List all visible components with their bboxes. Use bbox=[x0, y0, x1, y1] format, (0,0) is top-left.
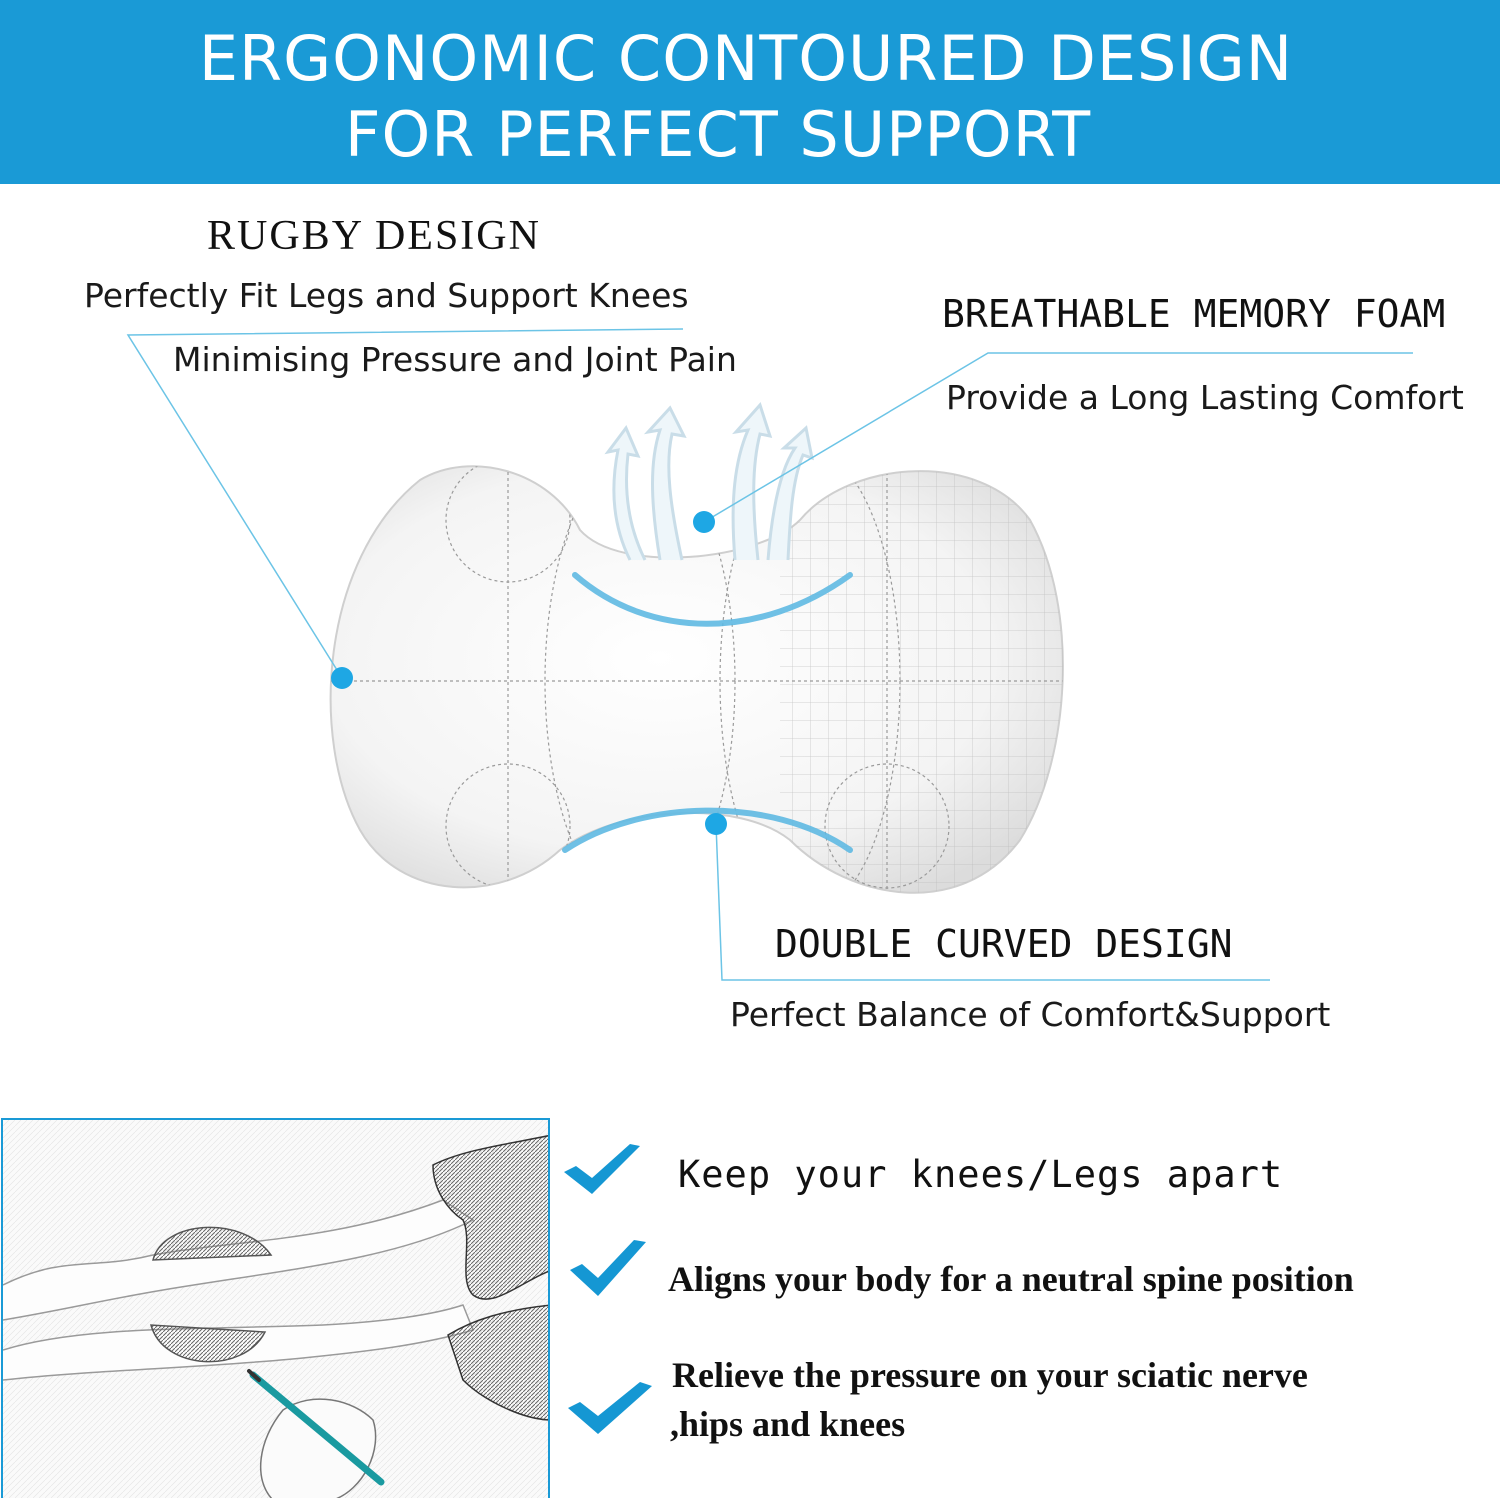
header-banner bbox=[0, 0, 1500, 184]
benefit-sciatic-relief-line-2: ,hips and knees bbox=[670, 1404, 906, 1444]
benefit-knees-apart: Keep your knees/Legs apart bbox=[678, 1153, 1284, 1196]
rugby-design-title: RUGBY DESIGN bbox=[207, 213, 541, 259]
memory-foam-title: BREATHABLE MEMORY FOAM bbox=[942, 292, 1446, 336]
benefit-sciatic-relief-line-1: Relieve the pressure on your sciatic nerve bbox=[672, 1355, 1308, 1395]
check-icon bbox=[568, 1238, 648, 1300]
check-icon bbox=[566, 1378, 654, 1438]
callout-dot-foam bbox=[693, 511, 715, 533]
benefit-spine-alignment: Aligns your body for a neutral spine position bbox=[668, 1259, 1354, 1299]
banner-title-line-2: FOR PERFECT SUPPORT bbox=[344, 98, 1092, 171]
rugby-design-line-1: Perfectly Fit Legs and Support Knees bbox=[84, 276, 689, 315]
callout-dot-rugby bbox=[331, 667, 353, 689]
sketch-illustration bbox=[1, 1118, 550, 1498]
airflow-arrow-icon bbox=[608, 405, 812, 560]
callout-dot-curved bbox=[705, 813, 727, 835]
rugby-design-line-2: Minimising Pressure and Joint Pain bbox=[173, 340, 737, 379]
check-icon bbox=[562, 1142, 642, 1200]
double-curved-line-1: Perfect Balance of Comfort&Support bbox=[730, 995, 1331, 1034]
memory-foam-line-1: Provide a Long Lasting Comfort bbox=[946, 378, 1464, 417]
banner-title-line-1: ERGONOMIC CONTOURED DESIGN bbox=[198, 22, 1294, 95]
pillow-shape bbox=[330, 440, 1100, 920]
double-curved-title: DOUBLE CURVED DESIGN bbox=[775, 922, 1233, 966]
